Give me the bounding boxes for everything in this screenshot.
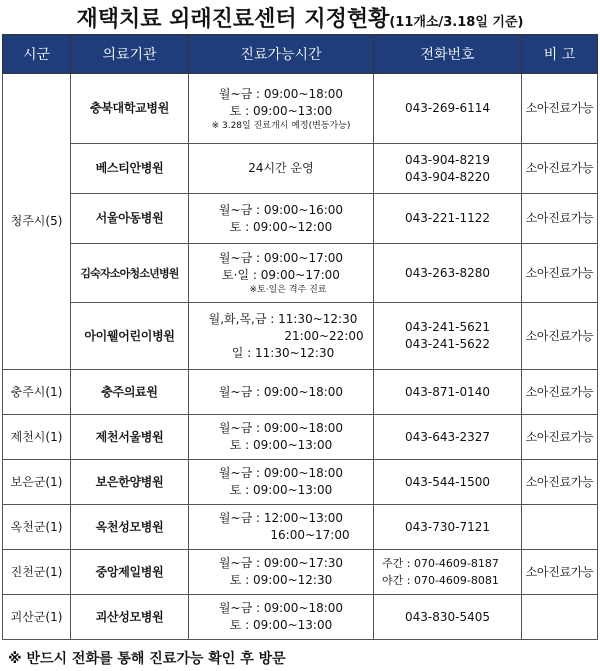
hours-line: 월~금 : 09:00~18:00 bbox=[218, 421, 344, 435]
phone-number: 043-269-6114 bbox=[404, 101, 490, 115]
hours-line: 월~금 : 09:00~17:00 bbox=[218, 251, 344, 265]
hours-cell bbox=[189, 144, 374, 194]
phone-number: 043-904-8220 bbox=[404, 169, 490, 184]
hours-cell bbox=[189, 595, 374, 640]
hospital-name: 옥천성모병원 bbox=[71, 505, 189, 550]
hours-cell bbox=[189, 550, 374, 595]
phone-cell bbox=[374, 74, 522, 144]
header-phone: 전화번호 bbox=[374, 35, 522, 74]
phone-number: 043-544-1500 bbox=[404, 474, 490, 489]
city-cell: 청주시(5) bbox=[3, 74, 71, 370]
hospital-name: 중앙제일병원 bbox=[71, 550, 189, 595]
header-hospital: 의료기관 bbox=[71, 35, 189, 74]
hours-line: 월~금 : 09:00~16:00 bbox=[218, 202, 344, 217]
phone-cell bbox=[374, 415, 522, 460]
remark-cell: 소아진료가능 bbox=[522, 303, 598, 370]
remark-cell: 소아진료가능 bbox=[522, 244, 598, 303]
title-sub: (11개소/3.18일 기준) bbox=[389, 15, 524, 30]
phone-cell bbox=[374, 144, 522, 194]
header-hours: 진료가능시간 bbox=[189, 35, 374, 74]
city-cell: 충주시(1) bbox=[3, 370, 71, 415]
phone-number: 043-241-5622 bbox=[404, 337, 490, 351]
phone-cell bbox=[374, 244, 522, 303]
hours-note: ※ 3.28일 진료개시 예정(변동가능) bbox=[211, 120, 351, 131]
table-row bbox=[3, 194, 598, 244]
hours-line: 24시간 운영 bbox=[248, 161, 314, 175]
remark-cell bbox=[522, 595, 598, 640]
table-row bbox=[3, 144, 598, 194]
hours-line: 월~금 : 09:00~18:00 bbox=[218, 384, 344, 399]
phone-number: 043-904-8219 bbox=[404, 152, 490, 167]
city-cell: 제천시(1) bbox=[3, 415, 71, 460]
hours-line: 월~금 : 09:00~17:30 bbox=[218, 556, 344, 570]
hospital-name: 보은한양병원 bbox=[71, 460, 189, 505]
hospital-name: 김숙자소아청소년병원 bbox=[71, 244, 189, 303]
hospital-name: 괴산성모병원 bbox=[71, 595, 189, 640]
phone-cell bbox=[374, 194, 522, 244]
phone-number: 043-263-8280 bbox=[404, 265, 490, 280]
table-row bbox=[3, 303, 598, 370]
hours-cell bbox=[189, 194, 374, 244]
phone-number: 주간 : 070-4609-8187 bbox=[382, 557, 499, 570]
hours-cell bbox=[189, 505, 374, 550]
phone-cell bbox=[374, 460, 522, 505]
hours-line: 토 : 09:00~13:00 bbox=[229, 483, 333, 497]
remark-cell: 소아진료가능 bbox=[522, 144, 598, 194]
hours-line: 토·일 : 09:00~17:00 bbox=[222, 268, 340, 282]
phone-cell bbox=[374, 370, 522, 415]
remark-cell: 소아진료가능 bbox=[522, 415, 598, 460]
phone-number: 043-241-5621 bbox=[404, 320, 490, 334]
hours-cell bbox=[189, 415, 374, 460]
city-cell: 옥천군(1) bbox=[3, 505, 71, 550]
hospital-name: 서울아동병원 bbox=[71, 194, 189, 244]
footer-note: ※ 반드시 전화를 통해 진료가능 확인 후 방문 bbox=[8, 651, 286, 667]
phone-number: 야간 : 070-4609-8081 bbox=[382, 574, 499, 587]
phone-cell bbox=[374, 505, 522, 550]
table-row bbox=[3, 370, 598, 415]
city-cell: 괴산군(1) bbox=[3, 595, 71, 640]
hospital-name: 충주의료원 bbox=[71, 370, 189, 415]
hours-line: 21:00~22:00 bbox=[284, 328, 364, 343]
phone-cell bbox=[374, 303, 522, 370]
table-row bbox=[3, 415, 598, 460]
hours-note: ※토·일은 격주 진료 bbox=[249, 285, 327, 295]
table-row bbox=[3, 550, 598, 595]
hospital-name: 제천서울병원 bbox=[71, 415, 189, 460]
table-row bbox=[3, 244, 598, 303]
remark-cell bbox=[522, 505, 598, 550]
hospital-name: 충북대학교병원 bbox=[71, 74, 189, 144]
hours-line: 월~금 : 09:00~18:00 bbox=[218, 601, 344, 615]
phone-number: 043-221-1122 bbox=[404, 211, 490, 225]
hours-line: 토 : 09:00~13:00 bbox=[229, 438, 333, 452]
header-remark: 비 고 bbox=[522, 35, 598, 74]
remark-cell: 소아진료가능 bbox=[522, 370, 598, 415]
hours-line: 월,화,목,금 : 11:30~12:30 bbox=[208, 311, 358, 326]
page-title bbox=[0, 2, 600, 33]
phone-number: 043-830-5405 bbox=[404, 609, 490, 624]
remark-cell: 소아진료가능 bbox=[522, 460, 598, 505]
hospital-name: 아이웰어린이병원 bbox=[71, 303, 189, 370]
hours-line: 토 : 09:00~13:00 bbox=[229, 103, 333, 118]
hours-cell bbox=[189, 303, 374, 370]
hours-line: 월~금 : 12:00~13:00 bbox=[218, 511, 344, 525]
table-row bbox=[3, 460, 598, 505]
phone-number: 043-643-2327 bbox=[404, 429, 490, 444]
hours-cell bbox=[189, 244, 374, 303]
hours-line: 토 : 09:00~12:00 bbox=[229, 219, 333, 234]
hours-line: 월~금 : 09:00~18:00 bbox=[218, 466, 344, 480]
remark-cell: 소아진료가능 bbox=[522, 74, 598, 144]
hours-line: 토 : 09:00~12:30 bbox=[229, 573, 333, 587]
hours-line: 일 : 11:30~12:30 bbox=[231, 345, 335, 360]
remark-cell: 소아진료가능 bbox=[522, 194, 598, 244]
city-cell: 보은군(1) bbox=[3, 460, 71, 505]
hours-line: 16:00~17:00 bbox=[270, 528, 350, 542]
table-row bbox=[3, 505, 598, 550]
clinic-table bbox=[2, 34, 598, 640]
remark-cell: 소아진료가능 bbox=[522, 550, 598, 595]
table-row bbox=[3, 74, 598, 144]
header-city: 시군 bbox=[3, 35, 71, 74]
hours-cell bbox=[189, 370, 374, 415]
phone-cell bbox=[374, 595, 522, 640]
hours-line: 토 : 09:00~13:00 bbox=[229, 618, 333, 632]
phone-number: 043-730-7121 bbox=[404, 519, 490, 534]
hospital-name: 베스티안병원 bbox=[71, 144, 189, 194]
hours-line: 월~금 : 09:00~18:00 bbox=[218, 86, 344, 101]
phone-cell bbox=[374, 550, 522, 595]
city-cell: 진천군(1) bbox=[3, 550, 71, 595]
phone-number: 043-871-0140 bbox=[404, 384, 490, 399]
hours-cell bbox=[189, 460, 374, 505]
table-header-row bbox=[3, 35, 598, 74]
hours-cell bbox=[189, 74, 374, 144]
table-row bbox=[3, 595, 598, 640]
title-main: 재택치료 외래진료센터 지정현황 bbox=[76, 7, 390, 32]
